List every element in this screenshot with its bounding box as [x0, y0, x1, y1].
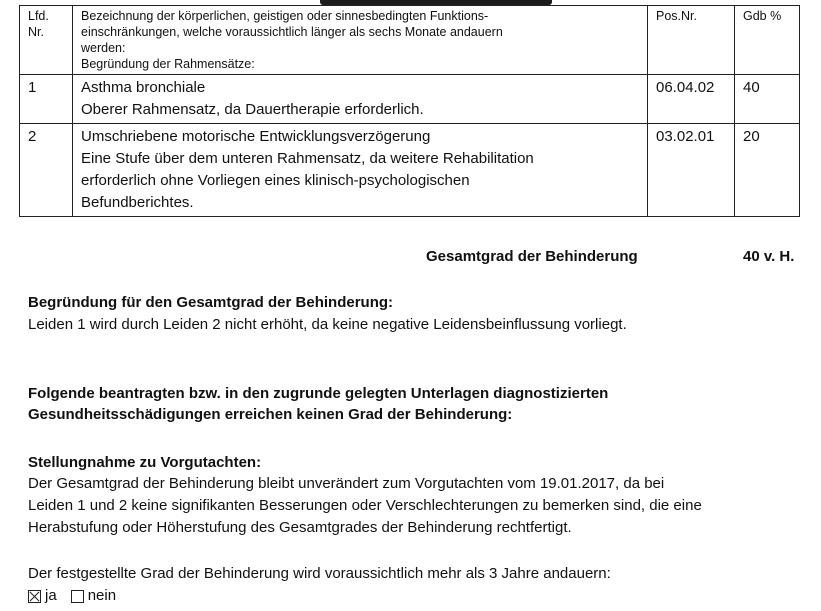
- row-description: [73, 75, 648, 124]
- row-description-line: erforderlich ohne Vorliegen eines klinisch-psychologischen: [81, 172, 470, 189]
- row-pos: 03.02.01: [648, 124, 735, 217]
- previous-heading: Stellungnahme zu Vorgutachten:: [28, 454, 262, 471]
- header-nr: Lfd. Nr.: [20, 6, 73, 75]
- previous-text-line: Leiden 1 und 2 keine signifikanten Besserungen oder Verschlechterungen zu bemerken sind, die eine: [28, 497, 702, 514]
- row-description-line: Umschriebene motorische Entwicklungsverzögerung: [81, 128, 431, 145]
- reason-heading: Begründung für den Gesamtgrad der Behinderung:: [28, 294, 394, 311]
- nograde-heading-line: Gesundheitsschädigungen erreichen keinen Grad der Behinderung:: [28, 406, 513, 423]
- row-pos: 06.04.02: [648, 75, 735, 124]
- table-row: [20, 75, 800, 124]
- row-gdb: 20: [735, 124, 800, 217]
- option-nein-label: nein: [87, 587, 117, 604]
- header-description-line: Begründung der Rahmensätze:: [81, 57, 255, 71]
- header-description-line: einschränkungen, welche voraussichtlich länger als sechs Monate andauern: [81, 25, 503, 39]
- previous-text: [28, 473, 808, 539]
- table-header-row: [20, 6, 800, 75]
- previous-text-line: Herabstufung oder Höherstufung des Gesamtgrades der Behinderung rechtfertigt.: [28, 519, 572, 536]
- table-row: [20, 124, 800, 217]
- header-description-line: werden:: [81, 41, 126, 55]
- row-description-line: Asthma bronchiale: [81, 79, 206, 96]
- row-description: [73, 124, 648, 217]
- option-ja[interactable]: [28, 585, 57, 607]
- checkbox-yes-icon[interactable]: [28, 590, 41, 603]
- reason-text: Leiden 1 wird durch Leiden 2 nicht erhöht, da keine negative Leidensbeinflussung vorliegt.: [28, 316, 627, 333]
- total-value: 40 v. H.: [743, 248, 795, 265]
- option-ja-label: ja: [45, 587, 57, 604]
- option-nein[interactable]: [71, 585, 116, 607]
- row-nr: 2: [20, 124, 73, 217]
- header-gdb: Gdb %: [735, 6, 800, 75]
- total-label: Gesamtgrad der Behinderung: [426, 248, 638, 265]
- nograde-heading-line: Folgende beantragten bzw. in den zugrunde gelegten Unterlagen diagnostizierten: [28, 385, 609, 402]
- row-description-line: Eine Stufe über dem unteren Rahmensatz, da weitere Rehabilitation: [81, 150, 534, 167]
- header-description-line: Bezeichnung der körperlichen, geistigen oder sinnesbedingten Funktions-: [81, 9, 489, 23]
- row-description-line: Oberer Rahmensatz, da Dauertherapie erforderlich.: [81, 101, 424, 118]
- row-nr: 1: [20, 75, 73, 124]
- checkbox-no-icon[interactable]: [71, 590, 84, 603]
- row-description-line: Befundberichtes.: [81, 194, 194, 211]
- row-gdb: 40: [735, 75, 800, 124]
- header-description: [73, 6, 648, 75]
- header-pos: Pos.Nr.: [648, 6, 735, 75]
- previous-text-line: Der Gesamtgrad der Behinderung bleibt unverändert zum Vorgutachten vom 19.01.2017, da bei: [28, 475, 665, 492]
- duration-text: Der festgestellte Grad der Behinderung wird voraussichtlich mehr als 3 Jahre andauern:: [28, 565, 611, 582]
- duration-options: [28, 585, 130, 607]
- disability-table: [19, 5, 800, 217]
- nograde-heading: [28, 383, 608, 425]
